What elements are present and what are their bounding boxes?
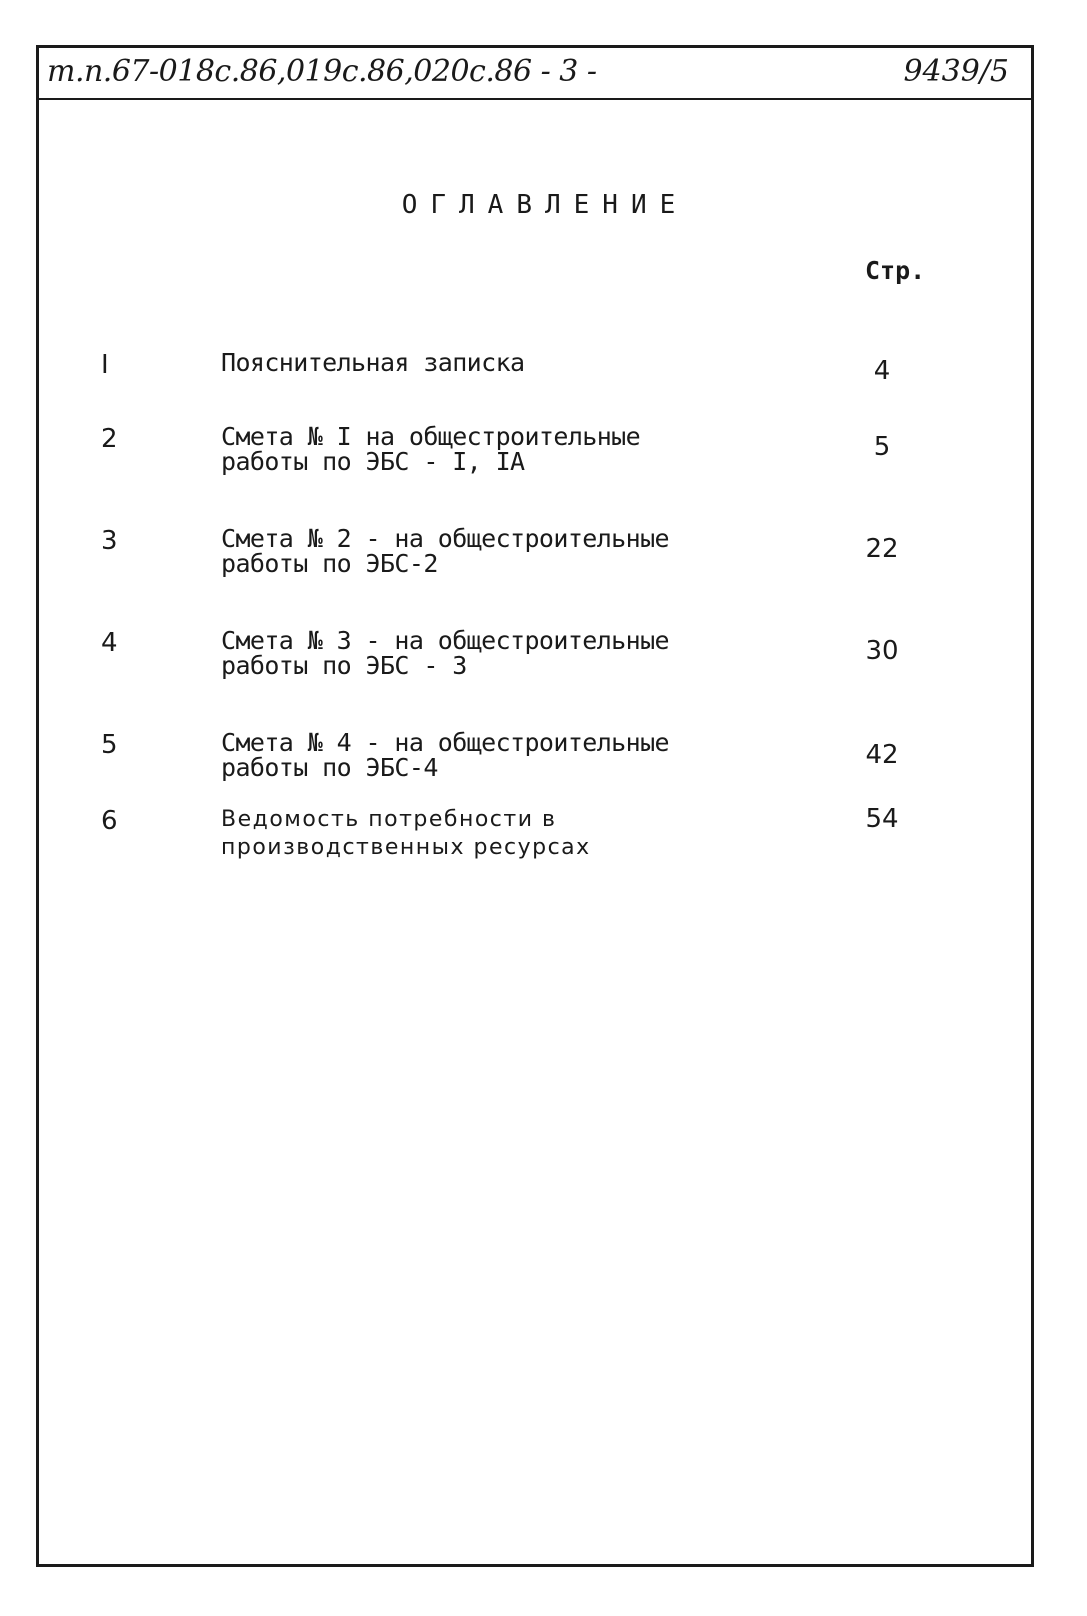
entry-number: 4	[101, 628, 118, 658]
entry-title-line: работы по ЭБС-4	[221, 753, 438, 782]
entry-title	[221, 350, 781, 375]
entry-title-line: Смета № I на общестроительные	[221, 422, 641, 451]
entry-page-number: 4	[873, 356, 891, 386]
entry-title	[221, 806, 781, 862]
entry-title-line: производственных ресурсах	[221, 835, 591, 860]
entry-title-line: работы по ЭБС - I, IA	[221, 447, 525, 476]
entry-page-number: 30	[865, 636, 899, 666]
entry-number: 2	[101, 424, 118, 454]
page-frame	[36, 45, 1034, 1567]
entry-title-line: Пояснительная записка	[221, 348, 525, 377]
entry-title-line: работы по ЭБС-2	[221, 549, 438, 578]
header-divider	[39, 98, 1031, 100]
entry-title	[221, 628, 781, 678]
entry-title-line: работы по ЭБС - 3	[221, 651, 467, 680]
entry-number: 6	[101, 806, 118, 836]
entry-title-line: Смета № 2 - на общестроительные	[221, 524, 669, 553]
entry-title	[221, 424, 781, 474]
entry-page-number: 42	[865, 740, 899, 770]
entry-page-number: 5	[873, 432, 891, 462]
entry-title	[221, 730, 781, 780]
entry-number: 5	[101, 730, 118, 760]
page-column-header: Стр.	[865, 256, 926, 285]
document-code: т.п.67-018с.86,019с.86,020с.86 - 3 -	[47, 54, 597, 89]
entry-number: 3	[101, 526, 118, 556]
entry-number: I	[101, 350, 109, 380]
entry-title-line: Ведомость потребности в	[221, 807, 557, 832]
sheet-number: 9439/5	[903, 54, 1009, 89]
entry-title-line: Смета № 4 - на общестроительные	[221, 728, 669, 757]
page-title: ОГЛАВЛЕНИЕ	[401, 190, 689, 220]
entry-page-number: 54	[865, 804, 899, 834]
entry-title	[221, 526, 781, 576]
entry-title-line: Смета № 3 - на общестроительные	[221, 626, 669, 655]
entry-page-number: 22	[865, 534, 899, 564]
